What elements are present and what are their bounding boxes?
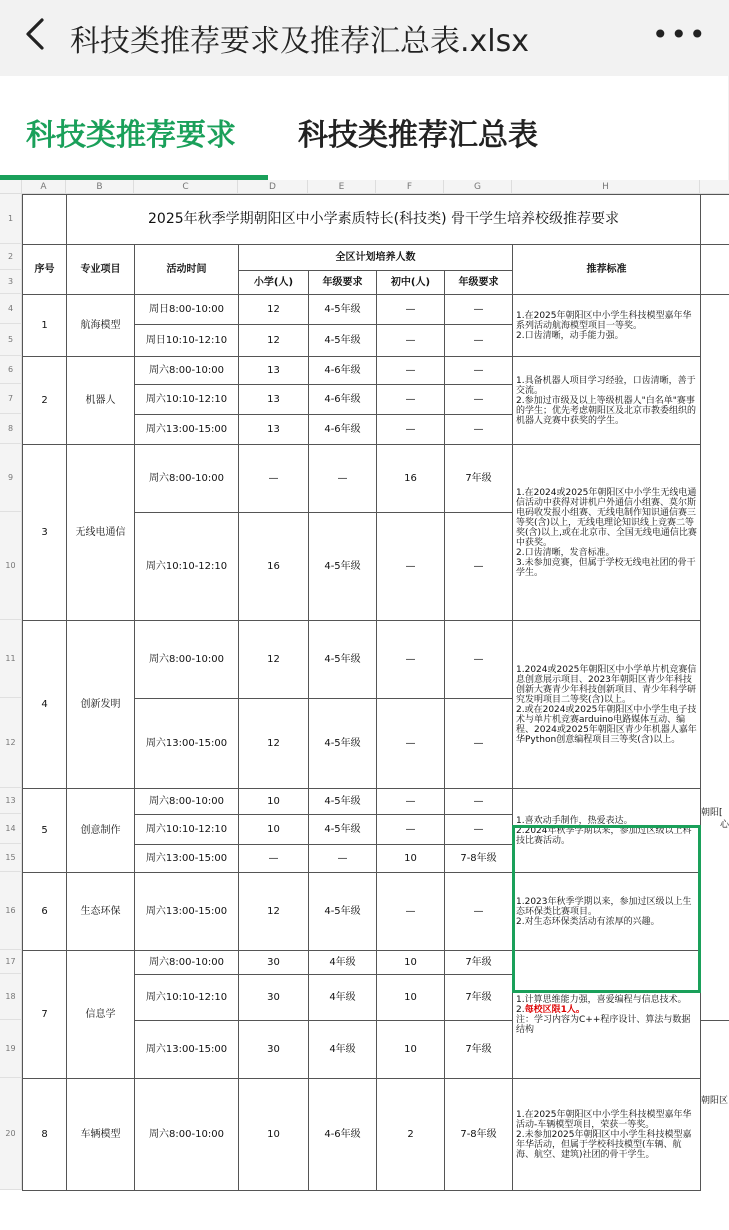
row-header[interactable]: 3 [0, 270, 22, 294]
standard-cell[interactable] [513, 789, 701, 873]
row-header[interactable]: 1 [0, 194, 22, 244]
project-cell[interactable]: 创新发明 [67, 621, 135, 789]
data-table [22, 194, 729, 1191]
primary-count-cell[interactable]: — [239, 445, 309, 513]
time-cell[interactable]: 周六8:00-10:00 [135, 1079, 239, 1191]
standard-line: 2.口齿清晰，发音标准。 [516, 547, 615, 558]
column-header[interactable]: H [512, 180, 700, 194]
grade-cell[interactable]: — [445, 385, 513, 415]
primary-count-cell[interactable]: 12 [239, 873, 309, 951]
standard-cell[interactable] [513, 1079, 701, 1191]
table-row [23, 245, 729, 271]
table-cell[interactable] [701, 245, 729, 295]
item-number-cell[interactable]: 1 [23, 295, 67, 357]
grade-cell[interactable]: — [445, 513, 513, 621]
table-row [23, 789, 729, 815]
item-number-cell[interactable]: 3 [23, 445, 67, 621]
grade-cell[interactable]: — [445, 815, 513, 845]
tab-requirements-label: 科技类推荐要求 [26, 118, 236, 153]
time-cell[interactable]: 周六13:00-15:00 [135, 699, 239, 789]
grade-cell[interactable]: 4-5年级 [309, 873, 377, 951]
table-row [23, 873, 729, 951]
tab-requirements[interactable] [0, 76, 268, 180]
middle-count-cell[interactable]: — [377, 513, 445, 621]
row-header[interactable]: 9 [0, 444, 22, 512]
standard-line: 1.在2025年朝阳区中小学生科技模型嘉年华系列活动航海模型项目一等奖。 [516, 310, 692, 331]
row-header[interactable]: 12 [0, 698, 22, 788]
column-header[interactable] [700, 180, 729, 194]
middle-count-cell[interactable]: 10 [377, 951, 445, 975]
standard-line: 2.参加过市级及以上等级机器人"白名单"赛事的学生；优先考虑朝阳区及北京市教委组织的机器人竞赛中获奖的学生。 [516, 395, 697, 426]
time-cell[interactable]: 周六10:10-12:10 [135, 975, 239, 1021]
column-header[interactable]: F [376, 180, 444, 194]
standard-cell[interactable] [513, 445, 701, 621]
row-header[interactable]: 2 [0, 244, 22, 270]
standard-line: 1.具备机器人项目学习经验，口齿清晰，善于交流。 [516, 375, 696, 396]
grade-cell[interactable]: 4-5年级 [309, 789, 377, 815]
grade-cell[interactable]: 4-5年级 [309, 295, 377, 325]
primary-count-cell[interactable]: 12 [239, 325, 309, 357]
header-cell[interactable]: 初中(人) [377, 271, 445, 295]
time-cell[interactable]: 周六10:10-12:10 [135, 513, 239, 621]
grade-cell[interactable]: — [309, 445, 377, 513]
tab-summary[interactable] [268, 76, 728, 180]
primary-count-cell[interactable]: 16 [239, 513, 309, 621]
grade-cell[interactable]: 4-6年级 [309, 385, 377, 415]
grade-cell[interactable]: 7-8年级 [445, 1079, 513, 1191]
time-cell[interactable]: 周六10:10-12:10 [135, 815, 239, 845]
table-row [23, 357, 729, 385]
primary-count-cell[interactable]: 10 [239, 789, 309, 815]
header-cell[interactable]: 全区计划培养人数 [239, 245, 513, 271]
grade-cell[interactable]: 4年级 [309, 951, 377, 975]
project-cell[interactable]: 车辆模型 [67, 1079, 135, 1191]
standard-cell[interactable] [513, 295, 701, 357]
column-header[interactable]: A [22, 180, 66, 194]
time-cell[interactable]: 周六8:00-10:00 [135, 357, 239, 385]
grade-cell[interactable]: 4-5年级 [309, 513, 377, 621]
standard-line: 2.未参加2025年朝阳区中小学生科技模型嘉年华活动，但属于学校科技模型(车辆、航海、航空、建筑)社团的骨干学生。 [516, 1129, 692, 1160]
middle-count-cell[interactable]: — [377, 385, 445, 415]
middle-count-cell[interactable]: — [377, 621, 445, 699]
middle-count-cell[interactable]: — [377, 357, 445, 385]
middle-count-cell[interactable]: — [377, 415, 445, 445]
standard-note: 注：学习内容为C++程序设计、算法与数据结构 [516, 1014, 691, 1035]
middle-count-cell[interactable]: — [377, 815, 445, 845]
row-header[interactable]: 14 [0, 814, 22, 844]
grade-cell[interactable]: 4-6年级 [309, 1079, 377, 1191]
grade-cell[interactable]: — [445, 357, 513, 385]
grade-cell[interactable]: — [445, 325, 513, 357]
clipped-cell-text: 朝阳区 [701, 1096, 729, 1106]
grade-cell[interactable]: — [445, 295, 513, 325]
header-cell[interactable]: 推荐标准 [513, 245, 701, 295]
standard-line: 1.2023年秋季学期以来，参加过区级以上生态环保类比赛项目。 [516, 896, 692, 917]
time-cell[interactable]: 周六13:00-15:00 [135, 1021, 239, 1079]
highlighted-limit: 每校区限1人。 [524, 1004, 585, 1015]
primary-count-cell[interactable]: 10 [239, 815, 309, 845]
grade-cell[interactable]: 7年级 [445, 1021, 513, 1079]
row-header[interactable]: 20 [0, 1078, 22, 1190]
standard-cell[interactable] [513, 621, 701, 789]
header-cell[interactable]: 年级要求 [309, 271, 377, 295]
grade-cell[interactable]: 4年级 [309, 1021, 377, 1079]
middle-count-cell[interactable]: — [377, 789, 445, 815]
table-row [23, 1079, 729, 1191]
grade-cell[interactable]: — [445, 699, 513, 789]
row-header[interactable]: 5 [0, 324, 22, 356]
middle-count-cell[interactable]: 10 [377, 1021, 445, 1079]
column-header[interactable]: G [444, 180, 512, 194]
header-cell[interactable]: 小学(人) [239, 271, 309, 295]
column-header[interactable]: C [134, 180, 238, 194]
grade-cell[interactable]: — [445, 873, 513, 951]
middle-count-cell[interactable]: — [377, 699, 445, 789]
standard-line: 1.2024或2025年朝阳区中小学单片机竞赛信息创意展示项目、2023年朝阳区青少年科技创新大赛青少年科技创新项目、青少年科学研究发明项目二等奖(含)以上。 [516, 664, 697, 705]
standard-line: 1.在2025年朝阳区中小学生科技模型嘉年华活动-车辆模型项目，荣获一等奖。 [516, 1109, 692, 1130]
primary-count-cell[interactable]: 10 [239, 1079, 309, 1191]
header-cell[interactable]: 活动时间 [135, 245, 239, 295]
project-cell[interactable]: 创意制作 [67, 789, 135, 873]
middle-count-cell[interactable]: 2 [377, 1079, 445, 1191]
project-cell[interactable]: 生态环保 [67, 873, 135, 951]
grade-cell[interactable]: — [445, 415, 513, 445]
time-cell[interactable]: 周日8:00-10:00 [135, 295, 239, 325]
primary-count-cell[interactable]: 13 [239, 357, 309, 385]
middle-count-cell[interactable]: — [377, 295, 445, 325]
row-header[interactable]: 13 [0, 788, 22, 814]
back-arrow-icon[interactable] [18, 14, 54, 54]
table-row [23, 621, 729, 699]
primary-count-cell[interactable]: 13 [239, 415, 309, 445]
primary-count-cell[interactable]: 13 [239, 385, 309, 415]
time-cell[interactable]: 周六10:10-12:10 [135, 385, 239, 415]
grade-cell[interactable]: 4-5年级 [309, 815, 377, 845]
standard-cell[interactable] [513, 951, 701, 1079]
row-header[interactable]: 4 [0, 294, 22, 324]
table-cell[interactable] [23, 195, 67, 245]
more-options-icon[interactable]: ••• [652, 18, 708, 51]
time-cell[interactable]: 周六8:00-10:00 [135, 621, 239, 699]
grade-cell[interactable]: 7年级 [445, 951, 513, 975]
primary-count-cell[interactable]: 30 [239, 1021, 309, 1079]
grade-cell[interactable]: — [445, 621, 513, 699]
middle-count-cell[interactable]: 10 [377, 975, 445, 1021]
time-cell[interactable]: 周日10:10-12:10 [135, 325, 239, 357]
table-row [23, 295, 729, 325]
item-number-cell[interactable]: 6 [23, 873, 67, 951]
standard-cell[interactable] [513, 873, 701, 951]
item-number-cell[interactable]: 5 [23, 789, 67, 873]
row-header[interactable]: 17 [0, 950, 22, 974]
middle-count-cell[interactable]: — [377, 325, 445, 357]
grade-cell[interactable]: 4-6年级 [309, 415, 377, 445]
grade-cell[interactable]: 4-5年级 [309, 699, 377, 789]
row-header[interactable]: 6 [0, 356, 22, 384]
primary-count-cell[interactable]: 12 [239, 699, 309, 789]
file-title: 科技类推荐要求及推荐汇总表.xlsx [70, 24, 530, 59]
primary-count-cell[interactable]: — [239, 845, 309, 873]
primary-count-cell[interactable]: 12 [239, 295, 309, 325]
clipped-cell-text: 心 [720, 820, 729, 830]
item-number-cell[interactable]: 7 [23, 951, 67, 1079]
grade-cell[interactable]: 4年级 [309, 975, 377, 1021]
primary-count-cell[interactable]: 12 [239, 621, 309, 699]
row-header[interactable]: 19 [0, 1020, 22, 1078]
standard-line: 2.对生态环保类活动有浓厚的兴趣。 [516, 916, 660, 927]
grade-cell[interactable]: — [309, 845, 377, 873]
item-number-cell[interactable]: 2 [23, 357, 67, 445]
spreadsheet-view[interactable] [0, 180, 729, 1230]
sheet-tabs [0, 76, 729, 180]
standard-line-number: 2. [516, 1004, 525, 1015]
standard-line: 1.在2024或2025年朝阳区中小学生无线电通信活动中获得对讲机户外通信小组赛、莫尔斯电码收发报小组赛、无线电制作知识通信赛三等奖(含)以上，无线电理论知识线上竞赛二等奖(含)以上,或在北京市、全国无线电通信比赛中获奖。 [516, 487, 697, 548]
row-header[interactable]: 11 [0, 620, 22, 698]
row-header[interactable]: 18 [0, 974, 22, 1020]
column-header[interactable]: D [238, 180, 308, 194]
time-cell[interactable]: 周六13:00-15:00 [135, 845, 239, 873]
row-header[interactable]: 16 [0, 872, 22, 950]
project-cell[interactable]: 信息学 [67, 951, 135, 1079]
row-header[interactable]: 15 [0, 844, 22, 872]
clipped-cell-text: 朝阳[ [701, 808, 723, 818]
project-cell[interactable]: 航海模型 [67, 295, 135, 357]
standard-line: 3.未参加竞赛，但属于学校无线电社团的骨干学生。 [516, 557, 696, 578]
grade-cell[interactable]: 7年级 [445, 445, 513, 513]
standard-line: 2.2024年秋季学期以来，参加过区级以上科技比赛活动。 [516, 825, 692, 846]
row-header[interactable]: 8 [0, 414, 22, 444]
item-number-cell[interactable]: 8 [23, 1079, 67, 1191]
grade-cell[interactable]: — [445, 789, 513, 815]
title-bar [0, 0, 729, 76]
grade-cell[interactable]: 7年级 [445, 975, 513, 1021]
grade-cell[interactable]: 4-6年级 [309, 357, 377, 385]
standard-line: 2.或在2024或2025年朝阳区中小学生电子技术与单片机竞赛arduino电路媒体互动、编程、2024或2025年朝阳区青少年机器人嘉年华Python创意编程项目三等奖(含)以上。 [516, 704, 697, 745]
standard-line [516, 1005, 697, 1015]
header-cell[interactable]: 序号 [23, 245, 67, 295]
project-cell[interactable]: 机器人 [67, 357, 135, 445]
column-header[interactable]: E [308, 180, 376, 194]
time-cell[interactable]: 周六13:00-15:00 [135, 415, 239, 445]
grade-cell[interactable]: 4-5年级 [309, 325, 377, 357]
project-cell[interactable]: 无线电通信 [67, 445, 135, 621]
table-cell[interactable] [701, 295, 729, 1021]
time-cell[interactable]: 周六8:00-10:00 [135, 445, 239, 513]
time-cell[interactable]: 周六13:00-15:00 [135, 873, 239, 951]
standard-line: 2.口齿清晰，动手能力强。 [516, 330, 624, 341]
grade-cell[interactable]: 4-5年级 [309, 621, 377, 699]
select-all-corner[interactable] [0, 180, 22, 194]
table-row [23, 445, 729, 513]
row-header[interactable]: 10 [0, 512, 22, 620]
row-header[interactable]: 7 [0, 384, 22, 414]
table-cell[interactable] [701, 195, 729, 245]
standard-cell[interactable] [513, 357, 701, 445]
table-row [23, 195, 729, 245]
table-row [23, 951, 729, 975]
item-number-cell[interactable]: 4 [23, 621, 67, 789]
column-header[interactable]: B [66, 180, 134, 194]
middle-count-cell[interactable]: 10 [377, 845, 445, 873]
time-cell[interactable]: 周六8:00-10:00 [135, 951, 239, 975]
header-cell[interactable]: 年级要求 [445, 271, 513, 295]
tab-summary-label: 科技类推荐汇总表 [298, 118, 538, 153]
time-cell[interactable]: 周六8:00-10:00 [135, 789, 239, 815]
primary-count-cell[interactable]: 30 [239, 975, 309, 1021]
header-cell[interactable]: 专业项目 [67, 245, 135, 295]
primary-count-cell[interactable]: 30 [239, 951, 309, 975]
middle-count-cell[interactable]: 16 [377, 445, 445, 513]
middle-count-cell[interactable]: — [377, 873, 445, 951]
sheet-title[interactable]: 2025年秋季学期朝阳区中小学素质特长(科技类) 骨干学生培养校级推荐要求 [67, 195, 701, 245]
grade-cell[interactable]: 7-8年级 [445, 845, 513, 873]
standard-line: 1.计算思维能力强，喜爱编程与信息技术。 [516, 994, 687, 1005]
standard-line: 1.喜欢动手制作，热爱表达。 [516, 815, 633, 826]
